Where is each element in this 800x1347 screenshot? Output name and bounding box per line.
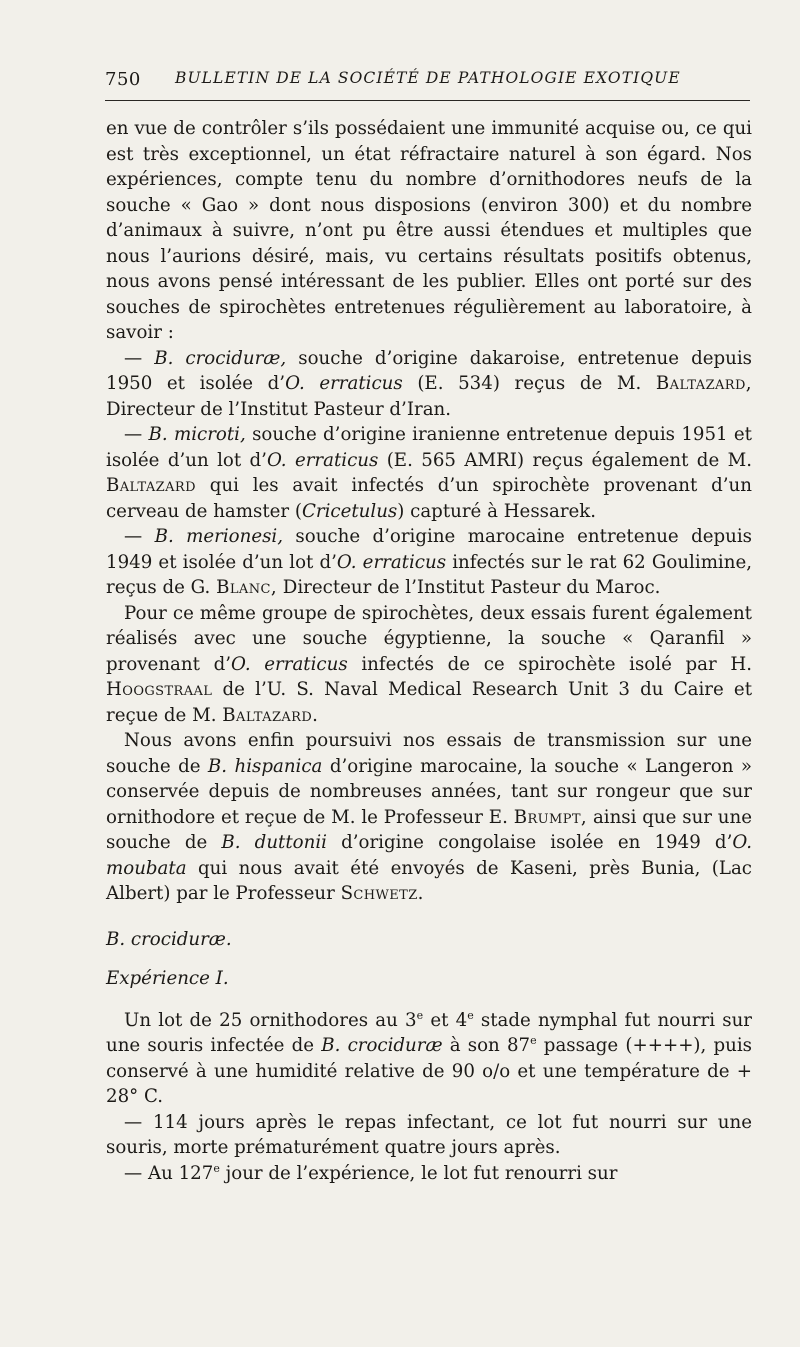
experiment-heading: Expérience I. (106, 968, 229, 989)
species-name: B. merionesi, (154, 526, 284, 547)
author-name: Hoogstraal (106, 679, 213, 700)
species-name: B. crociduræ, (154, 347, 287, 369)
spacer (106, 992, 752, 1008)
author-name: Baltazard, (655, 373, 752, 394)
running-title: BULLETIN DE LA SOCIÉTÉ DE PATHOLOGIE EXOTIQUE (175, 69, 681, 87)
paragraph-intro: en vue de contrôler s’ils possédaient une immunité acquise ou, ce qui est très exceptionnel, un état réfractaire naturel à son égard. Nos expériences, compte tenu du nombre d’ornithodores neufs de la souche « Gao » dont nous disposions (environ 300) et du nombre d’animaux à suivre, n’ont pu être aussi étendues et multiples que nous l’aurions désiré, mais, vu certains résultats positifs obtenus, nous avons pensé intéressant de les publier. Elles ont porté sur des souches de spirochètes entretenues régulièrement au laboratoire, à savoir : (106, 118, 752, 343)
species-name: B. crociduræ (321, 1035, 443, 1056)
article-body (106, 116, 752, 1186)
author-name: Schwetz. (340, 883, 424, 904)
vector-name: O. erraticus (336, 551, 447, 573)
header-rule (105, 100, 750, 101)
vector-name: O. erraticus (266, 449, 379, 471)
species-name: B. microti, (148, 424, 246, 445)
author-name: Baltazard. (222, 704, 319, 726)
vector-name: O. erraticus (231, 653, 348, 675)
paragraph-merionesi-strain: — B. merionesi, souche d’origine marocaine entretenue depuis 1949 et isolée d’un lot d’O. erraticus infectés sur le rat 62 Goulimine, reçus de G. Blanc, Directeur de l’Institut Pasteur du Maroc. (106, 526, 753, 598)
host-name: Cricetulus (302, 500, 398, 522)
paragraph-experiment-day114: — 114 jours après le repas infectant, ce lot fut nourri sur une souris, morte prématurément quatre jours après. (106, 1111, 752, 1158)
species-name: B. hispanica (207, 755, 323, 777)
vector-name: O. moubata (106, 832, 752, 879)
page-number: 750 (105, 69, 141, 90)
paragraph-experiment-day127: — Au 127e jour de l’expérience, le lot fut renourri sur (124, 1161, 618, 1184)
spacer (106, 952, 752, 966)
section-heading: B. crociduræ. (106, 928, 232, 950)
paragraph-qaranfil-strain: Pour ce même groupe de spirochètes, deux essais furent également réalisés avec une souche égyptienne, la souche « Qaranfil » provenant d’O. erraticus infectés de ce spirochète isolé par H. Hoogstraal de l’U. S. Naval Medical Research Unit 3 du Caire et reçue de M. Baltazard. (106, 602, 752, 726)
paragraph-hispanica-duttonii: Nous avons enfin poursuivi nos essais de transmission sur une souche de B. hispanica d’origine marocaine, la souche « Langeron » conservée depuis de nombreuses années, tant sur rongeur que sur ornithodore et reçue de M. le Professeur E. Brumpt, ainsi que sur une souche de B. duttonii d’origine congolaise isolée en 1949 d’O. moubata qui nous avait été envoyés de Kaseni, près Bunia, (Lac Albert) par le Professeur Schwetz. (106, 730, 752, 904)
author-name: Brumpt, (513, 806, 588, 828)
paragraph-experiment-setup: Un lot de 25 ornithodores au 3e et 4e stade nymphal fut nourri sur une souris infectée de B. crociduræ à son 87e passage (++++), puis conservé à une humidité relative de 90 o/o et une température de + 28° C. (106, 1008, 753, 1107)
author-name: Baltazard (106, 475, 196, 496)
page-header (105, 64, 750, 104)
vector-name: O. erraticus (285, 373, 403, 394)
species-name: B. duttonii (221, 832, 327, 853)
spacer (106, 907, 752, 927)
author-name: Blanc, (216, 577, 277, 598)
paragraph-crociduræ-strain: — B. crociduræ, souche d’origine dakaroise, entretenue depuis 1950 et isolée d’O. erraticus (E. 534) reçus de M. Baltazard, Directeur de l’Institut Pasteur d’Iran. (106, 347, 752, 420)
paragraph-microti-strain: — B. microti, souche d’origine iranienne entretenue depuis 1951 et isolée d’un lot d’O. erraticus (E. 565 AMRI) reçus également de M. Baltazard qui les avait infectés d’un spirochète provenant d’un cerveau de hamster (Cricetulus) capturé à Hessarek. (106, 424, 752, 522)
